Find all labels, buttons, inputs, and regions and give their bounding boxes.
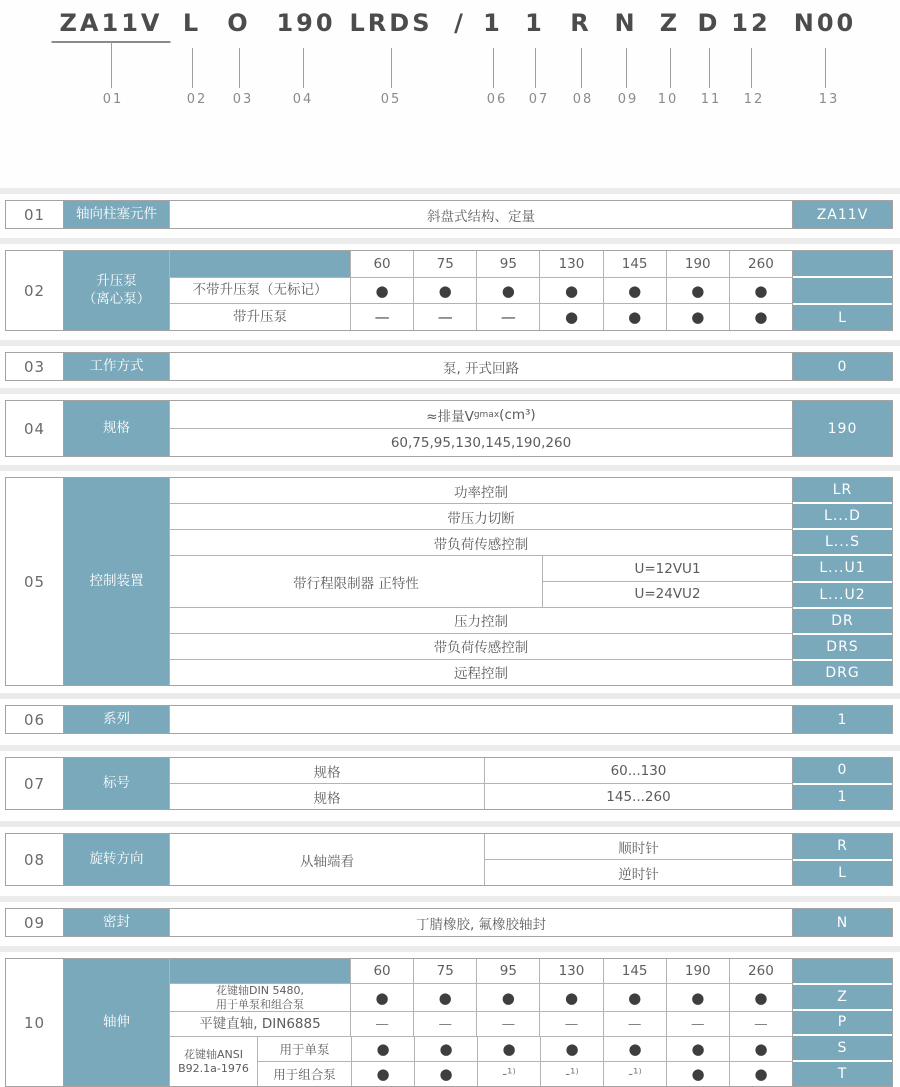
table-row <box>170 758 792 783</box>
availability-mark: — <box>539 1012 602 1036</box>
code-part-slash: / <box>454 9 466 37</box>
table-label <box>63 834 169 885</box>
table-number: 07 <box>23 774 46 793</box>
divider-band <box>0 465 900 471</box>
description-cell: 斜盘式结构、定量 <box>427 208 535 225</box>
availability-mark: -¹⁾ <box>603 1062 666 1086</box>
size-header-row <box>170 251 792 277</box>
label-text: 密封 <box>103 913 130 930</box>
table-label <box>63 706 169 733</box>
code-part-13: N00 <box>793 9 857 37</box>
availability-mark: ● <box>666 1037 729 1061</box>
code-cell: R <box>793 834 892 859</box>
availability-mark: ● <box>666 278 729 304</box>
voltage-option: U=12VU1 <box>634 560 701 577</box>
size-header: 60 <box>350 251 413 277</box>
size-header: 260 <box>729 959 792 983</box>
code-cell-empty <box>793 959 892 983</box>
availability-mark: — <box>413 1012 476 1036</box>
code-cell: 1 <box>793 706 892 733</box>
spec-label: 规格 <box>313 764 341 781</box>
divider-band <box>0 896 900 902</box>
size-header: 95 <box>476 959 539 983</box>
spec-range: 60...130 <box>484 758 792 783</box>
code-part-01: ZA11V <box>52 10 171 43</box>
code-cell: Z <box>793 983 892 1009</box>
displacement-formula <box>170 401 792 428</box>
divider-band <box>0 821 900 827</box>
availability-mark: — <box>666 1012 729 1036</box>
control-row: 带负荷传感控制 <box>170 529 792 555</box>
size-list: 60,75,95,130,145,190,260 <box>170 428 792 456</box>
availability-mark: ● <box>350 278 413 304</box>
table-01-piston-unit <box>5 200 893 229</box>
code-cell: L...S <box>793 528 892 554</box>
code-cell: T <box>793 1060 892 1086</box>
position-number: 11 <box>700 92 722 107</box>
connector-line <box>493 48 494 88</box>
row-label-line: 花键轴DIN 5480, <box>216 984 304 998</box>
code-cell: L...D <box>793 502 892 528</box>
position-number: 10 <box>657 92 679 107</box>
availability-mark: ● <box>666 1062 729 1086</box>
description-cell <box>170 706 792 733</box>
control-row: 带压力切断 <box>170 503 792 529</box>
connector-line <box>111 42 112 88</box>
table-label <box>63 201 169 228</box>
table-row <box>170 277 792 304</box>
table-number: 02 <box>23 281 46 300</box>
table-08-rotation-direction <box>5 833 893 886</box>
code-cell: 0 <box>793 758 892 783</box>
connector-line <box>239 48 240 88</box>
availability-mark: ● <box>414 1062 477 1086</box>
formula-suffix: (cm³) <box>499 406 536 423</box>
description-cell: 泵, 开式回路 <box>442 360 520 377</box>
table-row <box>170 783 792 809</box>
rotation-block <box>170 834 792 885</box>
label-text: 升压泵 <box>96 272 137 289</box>
code-cell-empty <box>793 276 892 303</box>
code-cell-empty <box>793 251 892 276</box>
connector-line <box>192 48 193 88</box>
table-row <box>258 1061 792 1086</box>
availability-mark: — <box>476 1012 539 1036</box>
code-part-06: 1 <box>483 9 503 37</box>
divider-band <box>0 238 900 244</box>
voltage-option: U=24VU2 <box>543 581 792 607</box>
viewed-from-shaft-label: 从轴端看 <box>300 853 354 870</box>
control-row: 带负荷传感控制 <box>170 633 792 659</box>
position-number: 03 <box>232 92 254 107</box>
table-label <box>63 353 169 380</box>
control-row: 压力控制 <box>170 607 792 633</box>
table-label <box>63 909 169 936</box>
availability-mark: ● <box>413 984 476 1010</box>
size-header: 130 <box>539 959 602 983</box>
label-text: 工作方式 <box>89 357 144 374</box>
control-row: 功率控制 <box>454 484 508 501</box>
code-part-10: Z <box>659 9 681 37</box>
code-cell: P <box>793 1009 892 1035</box>
group-label-line: 花键轴ANSI <box>184 1048 243 1062</box>
label-text: 旋转方向 <box>89 850 144 867</box>
availability-mark: ● <box>729 1062 792 1086</box>
connector-line <box>751 48 752 88</box>
connector-line <box>670 48 671 88</box>
availability-mark: ● <box>477 1037 540 1061</box>
availability-mark: -¹⁾ <box>477 1062 540 1086</box>
spec-label: 规格 <box>313 790 341 807</box>
availability-mark: ● <box>729 984 792 1010</box>
table-row <box>170 1011 792 1036</box>
availability-mark: ● <box>603 278 666 304</box>
code-cell: L <box>793 303 892 330</box>
table-number: 03 <box>23 357 46 376</box>
availability-mark: — <box>413 304 476 330</box>
code-cell: S <box>793 1034 892 1060</box>
table-label <box>63 401 169 456</box>
row-label-parallel-key: 平键直轴, DIN6885 <box>199 1015 321 1032</box>
row-label-single-pump: 用于单泵 <box>279 1042 330 1058</box>
group-label-line: B92.1a-1976 <box>178 1061 249 1075</box>
table-row <box>170 303 792 330</box>
availability-mark: ● <box>476 984 539 1010</box>
size-header: 75 <box>413 959 476 983</box>
availability-mark: ● <box>729 1037 792 1061</box>
table-number: 06 <box>23 710 46 729</box>
table-03-operation-mode <box>5 352 893 381</box>
availability-mark: ● <box>666 984 729 1010</box>
code-cell: L...U2 <box>793 581 892 607</box>
availability-mark: ● <box>603 1037 666 1061</box>
availability-mark: ● <box>540 1037 603 1061</box>
code-part-04: 190 <box>276 9 336 37</box>
table-04-size <box>5 400 893 457</box>
divider-band <box>0 693 900 699</box>
table-row <box>258 1037 792 1061</box>
code-cell: L <box>793 859 892 886</box>
label-text: 轴向柱塞元件 <box>76 205 157 222</box>
size-header: 145 <box>603 251 666 277</box>
size-header: 75 <box>413 251 476 277</box>
label-text: 轴伸 <box>103 1013 130 1030</box>
availability-mark: ● <box>729 278 792 304</box>
label-text: 规格 <box>103 419 130 436</box>
table-row <box>170 983 792 1010</box>
availability-mark: ● <box>539 278 602 304</box>
row-label-spline-din <box>170 984 350 1010</box>
size-header: 145 <box>603 959 666 983</box>
table-number: 09 <box>23 913 46 932</box>
code-cell: ZA11V <box>793 201 892 228</box>
availability-mark: ● <box>414 1037 477 1061</box>
table-label <box>63 478 169 685</box>
table-label <box>63 959 169 1086</box>
availability-mark: ● <box>413 278 476 304</box>
connector-line <box>626 48 627 88</box>
availability-mark: — <box>350 1012 413 1036</box>
availability-mark: ● <box>603 304 666 330</box>
code-cell: DRS <box>793 633 892 659</box>
rotation-option: 逆时针 <box>485 859 792 885</box>
position-number: 13 <box>818 92 840 107</box>
position-number: 02 <box>186 92 208 107</box>
description-cell: 丁腈橡胶, 氟橡胶轴封 <box>415 916 547 933</box>
position-number: 04 <box>292 92 314 107</box>
connector-line <box>581 48 582 88</box>
code-cell: 190 <box>793 401 892 456</box>
spec-range: 145...260 <box>484 784 792 809</box>
availability-mark: ● <box>603 984 666 1010</box>
code-part-12: 12 <box>731 9 771 37</box>
formula-subscript: gmax <box>473 409 500 420</box>
availability-mark: ● <box>539 984 602 1010</box>
row-label: 不带升压泵（无标记） <box>192 282 328 299</box>
table-10-shaft-end <box>5 958 893 1087</box>
code-part-11: D <box>697 9 721 37</box>
table-02-boost-pump <box>5 250 893 331</box>
availability-mark: ● <box>539 304 602 330</box>
size-header: 190 <box>666 959 729 983</box>
availability-mark: ● <box>350 984 413 1010</box>
rotation-option: 顺时针 <box>618 840 659 857</box>
table-number: 08 <box>23 850 46 869</box>
code-part-07: 1 <box>525 9 545 37</box>
divider-band <box>0 946 900 952</box>
connector-line <box>303 48 304 88</box>
availability-mark: — <box>350 304 413 330</box>
position-number: 01 <box>102 92 124 107</box>
size-header: 260 <box>729 251 792 277</box>
label-text: 控制装置 <box>89 572 144 589</box>
label-text: 系列 <box>103 710 130 727</box>
code-part-05: LRDS <box>349 9 433 37</box>
position-number: 06 <box>486 92 508 107</box>
table-06-series <box>5 705 893 734</box>
divider-band <box>0 745 900 751</box>
divider-band <box>0 388 900 394</box>
table-label <box>63 758 169 809</box>
size-header-row <box>170 959 792 983</box>
availability-mark: -¹⁾ <box>540 1062 603 1086</box>
position-number: 12 <box>743 92 765 107</box>
code-cell: N <box>793 909 892 936</box>
size-header: 190 <box>666 251 729 277</box>
table-09-seal <box>5 908 893 937</box>
availability-mark: — <box>729 1012 792 1036</box>
availability-mark: ● <box>351 1062 414 1086</box>
table-number: 01 <box>23 205 46 224</box>
row-label: 带升压泵 <box>233 309 287 326</box>
availability-mark: ● <box>729 304 792 330</box>
table-number: 10 <box>23 1013 46 1032</box>
availability-mark: ● <box>476 278 539 304</box>
code-cell: 0 <box>793 353 892 380</box>
ansi-spline-group <box>170 1036 792 1086</box>
code-part-08: R <box>570 9 592 37</box>
divider-band <box>0 340 900 346</box>
header-filler-cell <box>170 251 350 277</box>
position-number: 07 <box>528 92 550 107</box>
stroke-limiter-block <box>170 555 792 606</box>
table-05-control-device <box>5 477 893 686</box>
code-cell: LR <box>793 478 892 502</box>
position-number: 09 <box>617 92 639 107</box>
label-text: 标号 <box>103 774 130 791</box>
code-cell: DR <box>793 607 892 633</box>
code-cell: DRG <box>793 659 892 685</box>
connector-line <box>709 48 710 88</box>
position-number: 05 <box>380 92 402 107</box>
code-part-09: N <box>614 9 638 37</box>
code-cell: 1 <box>793 783 892 810</box>
code-part-03: O <box>227 9 251 37</box>
code-part-02: L <box>182 9 202 37</box>
table-label <box>63 251 169 330</box>
position-number: 08 <box>572 92 594 107</box>
divider-band <box>0 188 900 194</box>
header-filler-cell <box>170 959 350 983</box>
control-row: 远程控制 <box>170 659 792 685</box>
row-label-combination-pump: 用于组合泵 <box>273 1067 336 1083</box>
row-label-line: 用于单泵和组合泵 <box>216 997 304 1011</box>
availability-mark: — <box>603 1012 666 1036</box>
stroke-limiter-label: 带行程限制器 正特性 <box>293 575 419 592</box>
availability-mark: ● <box>666 304 729 330</box>
availability-mark: — <box>476 304 539 330</box>
formula-prefix: ≈排量V <box>426 408 474 425</box>
connector-line <box>391 48 392 88</box>
table-number: 04 <box>23 419 46 438</box>
label-text: （离心泵） <box>82 290 151 307</box>
size-header: 60 <box>350 959 413 983</box>
table-07-index <box>5 757 893 810</box>
code-cell: L...U1 <box>793 554 892 580</box>
connector-line <box>825 48 826 88</box>
size-header: 130 <box>539 251 602 277</box>
connector-line <box>535 48 536 88</box>
table-number: 05 <box>23 572 46 591</box>
availability-mark: ● <box>351 1037 414 1061</box>
group-label-ansi <box>170 1037 257 1086</box>
size-header: 95 <box>476 251 539 277</box>
